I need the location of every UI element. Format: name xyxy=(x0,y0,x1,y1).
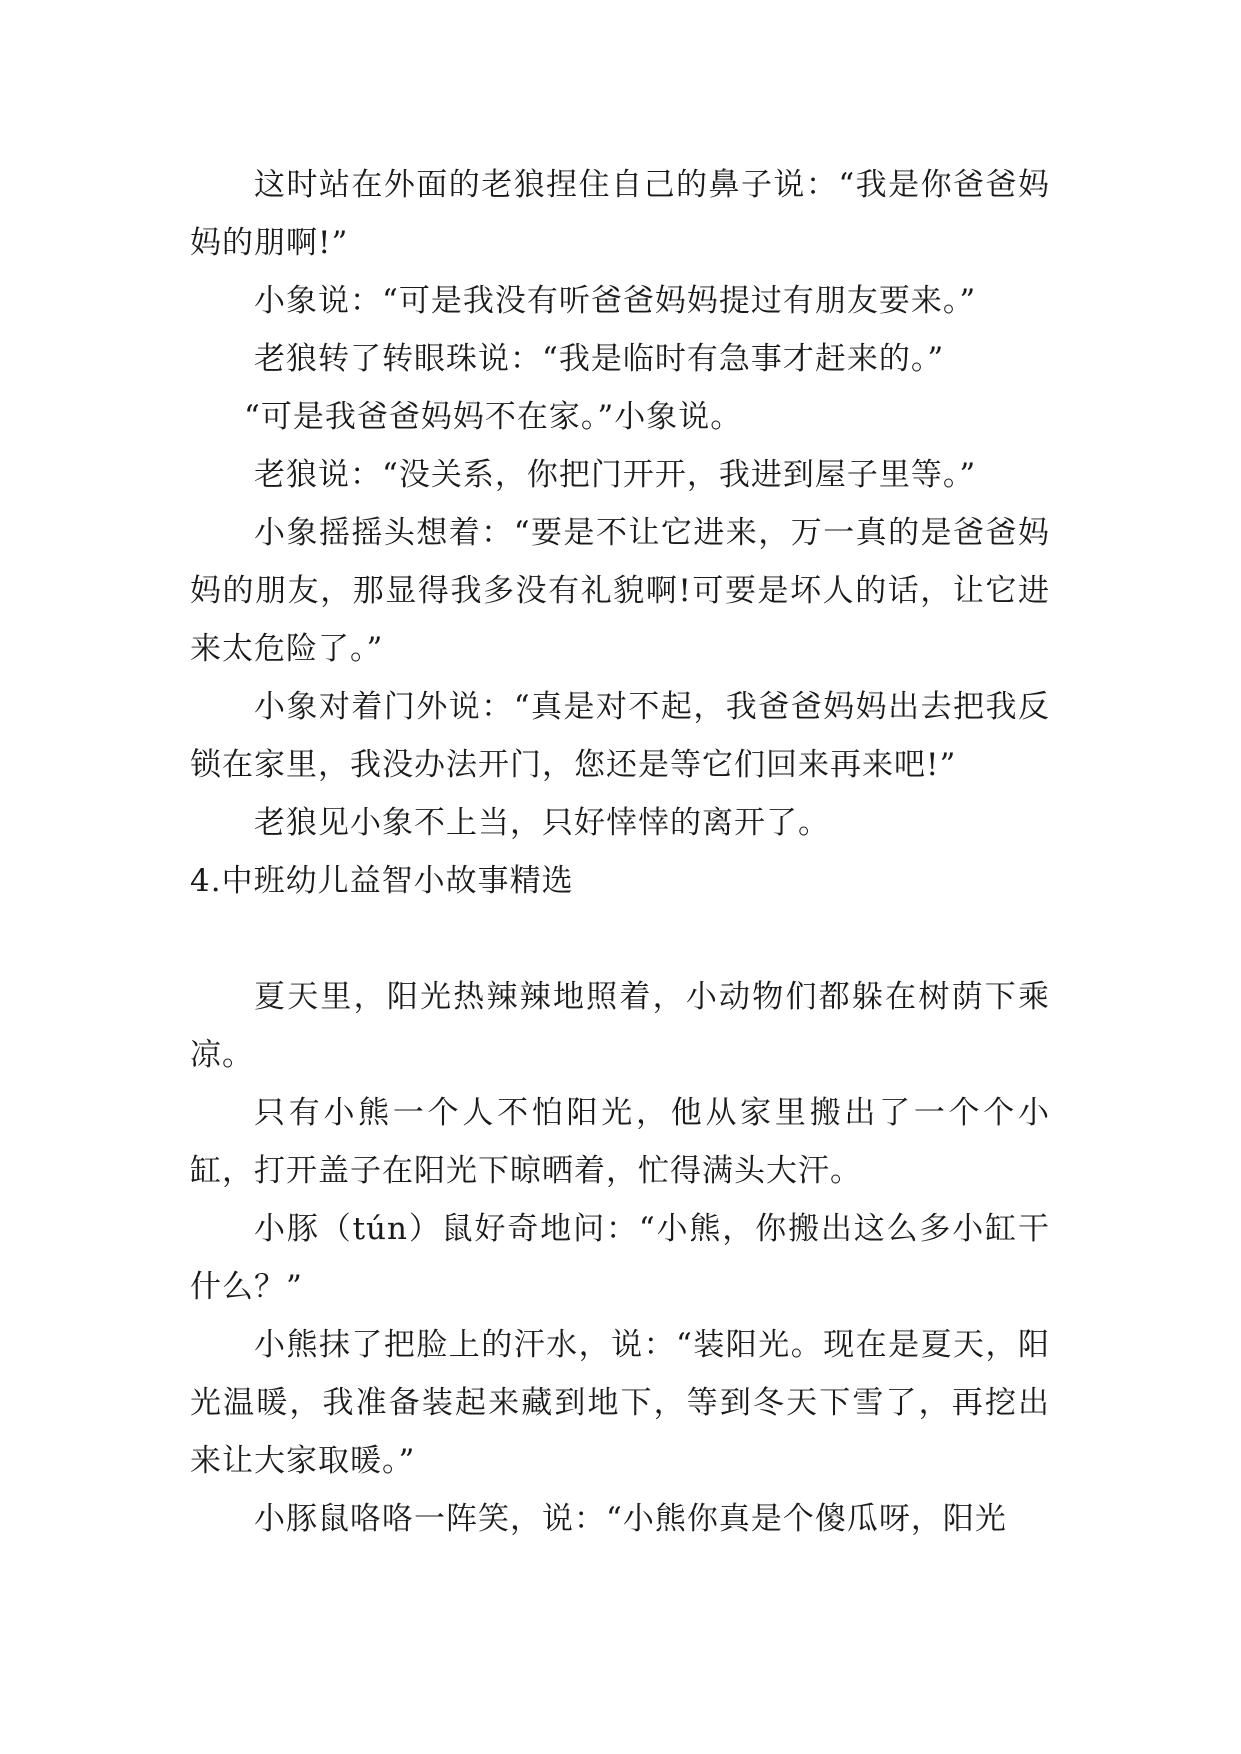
paragraph: 老狼说：“没关系，你把门开开，我进到屋子里等。” xyxy=(254,457,977,493)
paragraph: 小象对着门外说：“真是对不起，我爸爸妈妈出去把我反锁在家里，我没办法开门，您还是等它们回来再来吧!” xyxy=(190,689,1050,783)
paragraph: 小豚（tún）鼠好奇地问：“小熊，你搬出这么多小缸干什么？” xyxy=(190,1211,1050,1305)
paragraph: 小豚鼠咯咯一阵笑，说：“小熊你真是个傻瓜呀，阳光 xyxy=(254,1501,1007,1537)
paragraph: “可是我爸爸妈妈不在家。”小象说。 xyxy=(244,399,743,435)
paragraph: 这时站在外面的老狼捏住自己的鼻子说：“我是你爸爸妈妈的朋啊!” xyxy=(190,167,1050,261)
paragraph: 只有小熊一个人不怕阳光，他从家里搬出了一个个小缸，打开盖子在阳光下晾晒着，忙得满头大汗。 xyxy=(190,1095,1050,1189)
paragraph: 老狼见小象不上当，只好悻悻的离开了。 xyxy=(254,805,830,841)
document-body xyxy=(190,156,1050,1548)
section-heading: 4.中班幼儿益智小故事精选 xyxy=(190,863,574,899)
paragraph: 小象说：“可是我没有听爸爸妈妈提过有朋友要来。” xyxy=(254,283,977,319)
paragraph: 老狼转了转眼珠说：“我是临时有急事才赶来的。” xyxy=(254,341,945,377)
paragraph: 小象摇摇头想着：“要是不让它进来，万一真的是爸爸妈妈的朋友，那显得我多没有礼貌啊!可要是坏人的话，让它进来太危险了。” xyxy=(190,515,1050,667)
paragraph: 小熊抹了把脸上的汗水，说：“装阳光。现在是夏天，阳光温暖，我准备装起来藏到地下，等到冬天下雪了，再挖出来让大家取暖。” xyxy=(190,1327,1050,1479)
blank-line xyxy=(190,910,1050,968)
paragraph: 夏天里，阳光热辣辣地照着，小动物们都躲在树荫下乘凉。 xyxy=(190,979,1050,1073)
